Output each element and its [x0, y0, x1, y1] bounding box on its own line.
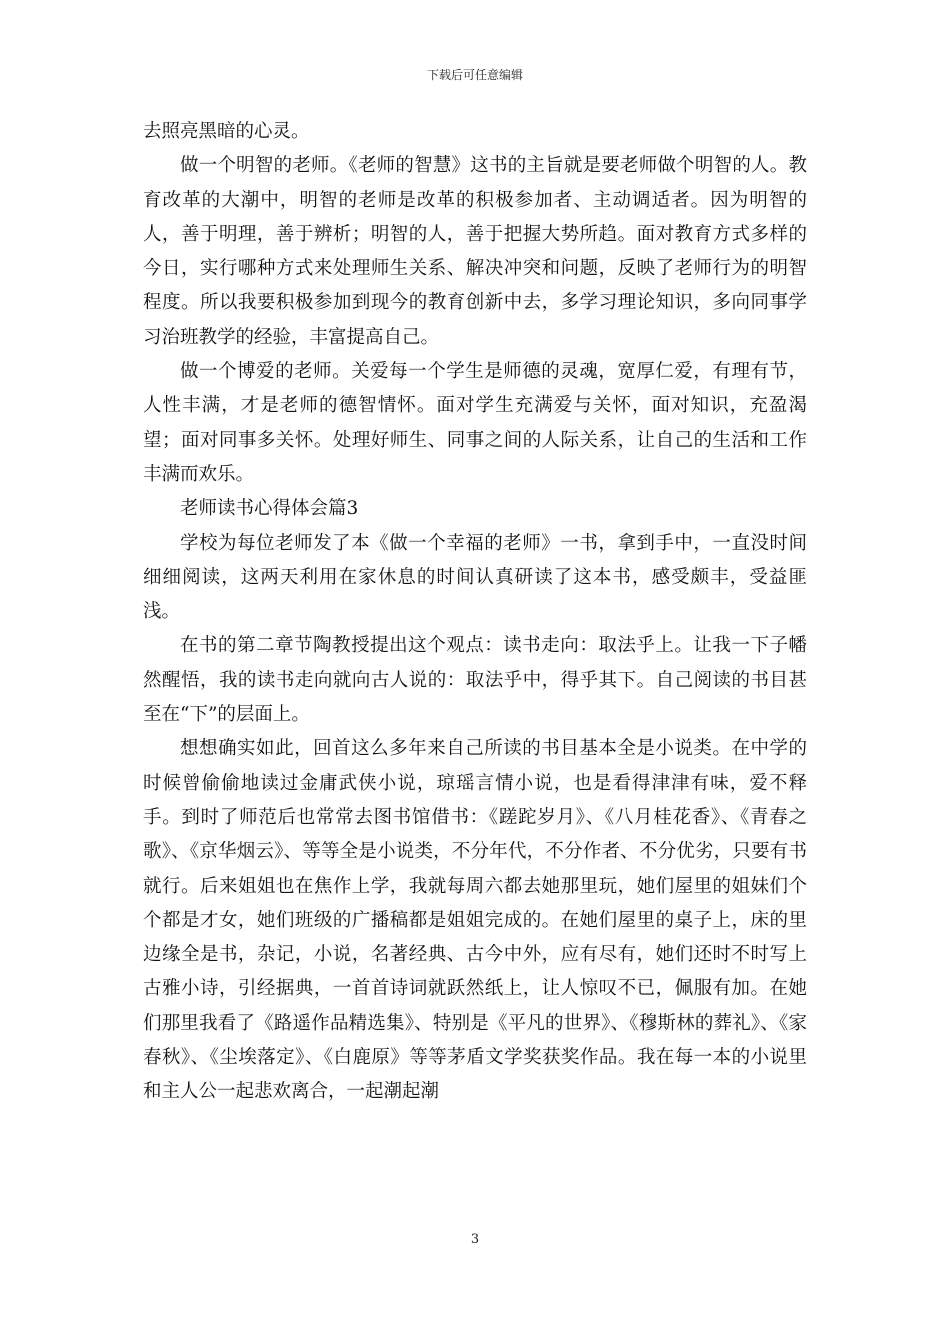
paragraph: 想想确实如此，回首这么多年来自己所读的书目基本全是小说类。在中学的时候曾偷偷地读过金庸武侠小说，琼瑶言情小说，也是看得津津有味，爱不释手。到时了师范后也常常去图书馆借书：《蹉跎岁月》、《八月桂花香》、《青春之歌》、《京华烟云》、等等全是小说类，不分年代，不分作者、不分优劣，只要有书就行。后来姐姐也在焦作上学，我就每周六都去她那里玩，她们屋里的姐妹们个个都是才女，她们班级的广播稿都是姐姐完成的。在她们屋里的桌子上，床的里边缘全是书，杂记，小说，名著经典、古今中外，应有尽有，她们还时不时写上古雅小诗，引经据典，一首首诗词就跃然纸上，让人惊叹不已，佩服有加。在她们那里我看了《路遥作品精选集》、特别是《平凡的世界》、《穆斯林的葬礼》、《家春秋》、《尘埃落定》、《白鹿原》等等茅盾文学奖获奖作品。我在每一本的小说里和主人公一起悲欢离合，一起潮起潮: [143, 738, 807, 1103]
paragraph: 做一个明智的老师。《老师的智慧》这书的主旨就是要老师做个明智的人。教育改革的大潮中，明智的老师是改革的积极参加者、主动调适者。因为明智的人，善于明理，善于辨析；明智的人，善于把握大势所趋。面对教育方式多样的今日，实行哪种方式来处理师生关系、解决冲突和问题，反映了老师行为的明智程度。所以我要积极参加到现今的教育创新中去，多学习理论知识，多向同事学习治班教学的经验，丰富提高自己。: [143, 155, 807, 348]
document-body: [143, 115, 807, 1110]
section-heading: 老师读书心得体会篇3: [180, 498, 359, 520]
paragraph: 做一个博爱的老师。关爱每一个学生是师德的灵魂，宽厚仁爱，有理有节，人性丰满，才是老师的德智情怀。面对学生充满爱与关怀，面对知识，充盈渴望；面对同事多关怀。处理好师生、同事之间的人际关系，让自己的生活和工作丰满而欢乐。: [143, 361, 807, 485]
paragraph: 去照亮黑暗的心灵。: [143, 121, 310, 142]
paragraph: 学校为每位老师发了本《做一个幸福的老师》一书，拿到手中，一直没时间细细阅读，这两天利用在家休息的时间认真研读了这本书，感受颇丰，受益匪浅。: [143, 532, 807, 623]
page-number: 3: [470, 1232, 480, 1247]
paragraph: 在书的第二章节陶教授提出这个观点：读书走向：取法乎上。让我一下子幡然醒悟，我的读书走向就向古人说的：取法乎中，得乎其下。自己阅读的书目甚至在“下”的层面上。: [143, 635, 807, 726]
page-header: 下载后可任意编辑: [426, 68, 523, 82]
